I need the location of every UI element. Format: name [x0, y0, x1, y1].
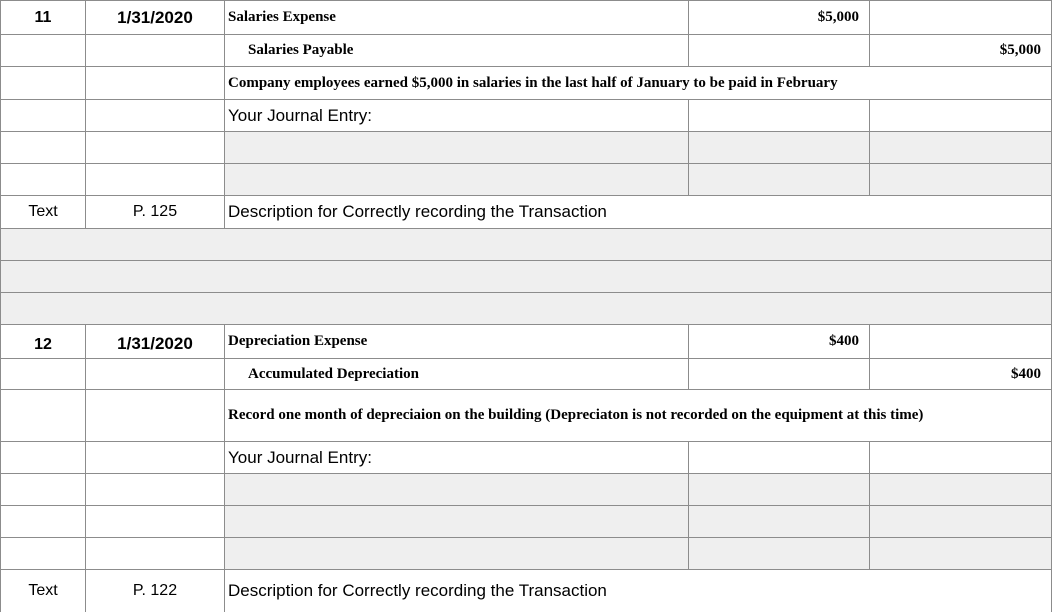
entry-account-input[interactable] — [225, 538, 689, 570]
entry-account-input[interactable] — [225, 506, 689, 538]
transaction-12-entry-row-1 — [0, 474, 1052, 506]
description-label: Description for Correctly recording the Transaction — [225, 570, 1052, 612]
empty-cell — [689, 359, 870, 390]
reference-label: Text — [0, 196, 86, 229]
empty-cell — [0, 390, 86, 442]
empty-cell — [0, 442, 86, 474]
empty-cell — [86, 35, 225, 67]
credit-amount: $400 — [870, 359, 1052, 390]
empty-cell — [0, 100, 86, 132]
your-journal-entry-label: Your Journal Entry: — [225, 100, 689, 132]
empty-cell — [0, 67, 86, 100]
transaction-11-entry-row-1 — [0, 132, 1052, 164]
your-journal-entry-label: Your Journal Entry: — [225, 442, 689, 474]
entry-credit-input[interactable] — [870, 474, 1052, 506]
entry-account-input[interactable] — [225, 132, 689, 164]
empty-cell — [0, 164, 86, 196]
transaction-12-entry-row-2 — [0, 506, 1052, 538]
transaction-11-notes-row-2 — [0, 261, 1052, 293]
transaction-11-notes-row-3 — [0, 293, 1052, 325]
entry-debit-input[interactable] — [689, 538, 870, 570]
empty-cell — [870, 442, 1052, 474]
transaction-12-debit-row — [0, 325, 1052, 359]
entry-credit-input[interactable] — [870, 506, 1052, 538]
debit-account: Salaries Expense — [225, 0, 689, 35]
empty-cell — [689, 35, 870, 67]
empty-cell — [86, 538, 225, 570]
transaction-12-credit-row — [0, 359, 1052, 390]
debit-amount: $400 — [689, 325, 870, 359]
reference-label: Text — [0, 570, 86, 612]
debit-account: Depreciation Expense — [225, 325, 689, 359]
empty-cell — [0, 474, 86, 506]
transaction-description: Record one month of depreciaion on the building (Depreciaton is not recorded on the equipment at this time) — [225, 390, 1052, 442]
entry-debit-input[interactable] — [689, 506, 870, 538]
credit-amount: $5,000 — [870, 35, 1052, 67]
empty-cell — [86, 132, 225, 164]
description-input[interactable] — [0, 261, 1052, 293]
empty-cell — [86, 442, 225, 474]
transaction-11-debit-row — [0, 0, 1052, 35]
credit-amount-empty — [870, 0, 1052, 35]
empty-cell — [689, 442, 870, 474]
transaction-11-entry-row-2 — [0, 164, 1052, 196]
credit-account: Accumulated Depreciation — [225, 359, 689, 390]
transaction-11-entry-label-row — [0, 100, 1052, 132]
entry-debit-input[interactable] — [689, 164, 870, 196]
empty-cell — [0, 538, 86, 570]
transaction-11-reference-row — [0, 196, 1052, 229]
transaction-description: Company employees earned $5,000 in salaries in the last half of January to be paid in February — [225, 67, 1052, 100]
empty-cell — [0, 35, 86, 67]
transaction-11-description-row — [0, 67, 1052, 100]
transaction-12-entry-row-3 — [0, 538, 1052, 570]
transaction-date: 1/31/2020 — [86, 0, 225, 35]
reference-page: P. 122 — [86, 570, 225, 612]
empty-cell — [870, 325, 1052, 359]
empty-cell — [86, 506, 225, 538]
empty-cell — [0, 132, 86, 164]
reference-page: P. 125 — [86, 196, 225, 229]
credit-account: Salaries Payable — [225, 35, 689, 67]
transaction-number: 12 — [0, 325, 86, 359]
empty-cell — [86, 359, 225, 390]
entry-debit-input[interactable] — [689, 474, 870, 506]
transaction-11-notes-row-1 — [0, 229, 1052, 261]
empty-cell — [0, 359, 86, 390]
empty-cell — [86, 474, 225, 506]
transaction-number: 11 — [0, 0, 86, 35]
entry-credit-input[interactable] — [870, 538, 1052, 570]
empty-cell — [86, 390, 225, 442]
entry-credit-input[interactable] — [870, 164, 1052, 196]
transaction-date: 1/31/2020 — [86, 325, 225, 359]
entry-debit-input[interactable] — [689, 132, 870, 164]
transaction-12-entry-label-row — [0, 442, 1052, 474]
description-label: Description for Correctly recording the Transaction — [225, 196, 1052, 229]
transaction-11-credit-row — [0, 35, 1052, 67]
description-input[interactable] — [0, 229, 1052, 261]
empty-cell — [689, 100, 870, 132]
description-input[interactable] — [0, 293, 1052, 325]
transaction-12-description-row — [0, 390, 1052, 442]
empty-cell — [870, 100, 1052, 132]
entry-credit-input[interactable] — [870, 132, 1052, 164]
empty-cell — [0, 506, 86, 538]
entry-account-input[interactable] — [225, 164, 689, 196]
debit-amount: $5,000 — [689, 0, 870, 35]
empty-cell — [86, 100, 225, 132]
transaction-12-reference-row — [0, 570, 1052, 612]
entry-account-input[interactable] — [225, 474, 689, 506]
empty-cell — [86, 164, 225, 196]
empty-cell — [86, 67, 225, 100]
